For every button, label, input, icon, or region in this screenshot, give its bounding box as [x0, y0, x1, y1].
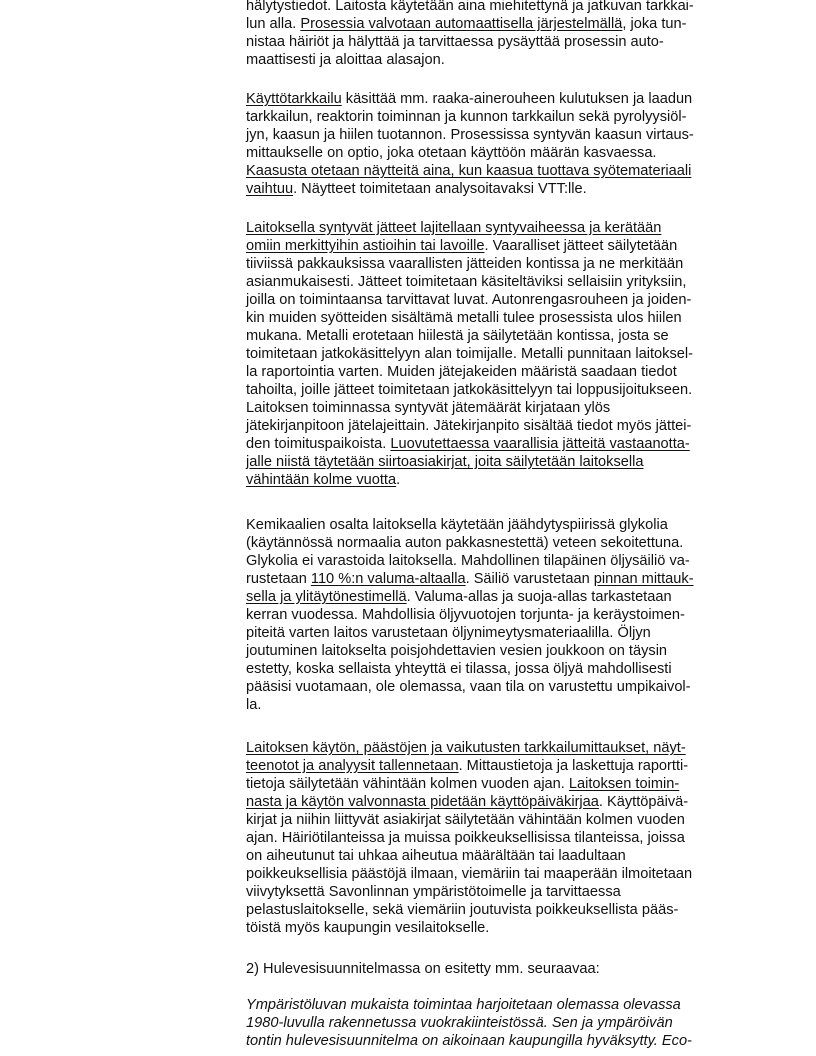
text-line [246, 162, 746, 180]
paragraph-waste [246, 219, 746, 489]
text-run: . Vaaralliset jätteet säilytetään [484, 238, 678, 254]
text-run: den toimituspaikoista. [246, 436, 391, 452]
text-line [246, 180, 746, 198]
text-run: . Säiliö varustetaan [465, 571, 594, 587]
text-line [246, 273, 746, 291]
text-run: piteitä varten laitos varustetaan öljynimeytysmateriaalilla. Öljyn [246, 625, 651, 641]
underlined-text: pinnan mittauk- [593, 571, 694, 587]
text-run: toimitetaan jatkokäsittelyyn alan toimijalle. Metalli punnitaan laitoksel- [246, 346, 693, 362]
text-line [246, 309, 746, 327]
text-run: Glykolia ei varastoida laitoksella. Mahdollinen tilapäinen öljysäiliö va- [246, 553, 690, 569]
underlined-text: sella ja ylitäytönestimellä [246, 589, 407, 605]
text-line [246, 108, 746, 126]
text-run: mittaukselle on optio, joka otetaan käyttöön määrän kasvaessa. [246, 145, 657, 161]
underlined-text: nasta ja käytön valvonnasta pidetään käyttöpäiväkirjaa [246, 794, 599, 810]
text-line [246, 453, 746, 471]
text-run: kerran vuodessa. Mahdollisia öljyvuotojen torjunta- ja keräystoimen- [246, 607, 685, 623]
text-run: kin muiden syötteiden sisältämä metalli tulee prosessista ulos hiilen [246, 310, 682, 326]
text-line [246, 33, 746, 51]
paragraph-operation-monitoring [246, 90, 746, 198]
text-run: joilla on toimintaansa tarvittavat luvat. Autonrengasrouheen ja joiden- [246, 292, 692, 308]
text-run: . Näytteet toimitetaan analysoitavaksi VTT:lle. [293, 181, 587, 197]
text-line [246, 775, 746, 793]
text-line [246, 642, 746, 660]
underlined-text: vaihtuu [246, 181, 294, 197]
text-line [246, 0, 746, 15]
underlined-text: Luovutettaessa vaarallisia jätteitä vastaanotta- [390, 436, 690, 452]
text-line [246, 126, 746, 144]
text-line [246, 739, 746, 757]
text-line [246, 90, 746, 108]
text-run: 1980-luvulla rakennetussa vuokrakiinteistössä. Sen ja ympäröivän [246, 1015, 673, 1031]
text-line [246, 1014, 746, 1032]
text-run: mukana. Metalli erotetaan hiilestä ja säilytetään kontissa, josta se [246, 328, 669, 344]
text-run: hälytystiedot. Laitosta käytetään aina miehitettynä ja jatkuvan tarkkai- [246, 0, 694, 14]
text-run: la. [246, 697, 262, 713]
text-run: Laitoksen toiminnassa syntyvät jätemäärät kirjataan ylös [246, 400, 611, 416]
text-line [246, 757, 746, 775]
text-line [246, 417, 746, 435]
text-line [246, 606, 746, 624]
text-run: on aiheutunut tai uhkaa aiheutua määrältään tai laadultaan [246, 848, 626, 864]
text-line [246, 255, 746, 273]
text-run: 2) Hulevesisuunnitelmassa on esitetty mm. seuraavaa: [246, 961, 600, 977]
underlined-text: jalle niistä täytetään siirtoasiakirjat, joita säilytetään laitoksella [246, 454, 644, 470]
text-run: ajan. Häiriötilanteissa ja muissa poikkeuksellisissa tilanteissa, joissa [246, 830, 685, 846]
text-run: tiiviissä pakkauksissa vaarallisten jätteiden kontissa ja ne merkitään [246, 256, 684, 272]
text-run: , joka tun- [622, 16, 687, 32]
text-run: la raportointia varten. Muiden jätejakeiden määristä saadaan tiedot [246, 364, 677, 380]
text-run: käsittää mm. raaka-ainerouheen kulutuksen ja laadun [341, 91, 693, 107]
text-run: rustetaan [246, 571, 311, 587]
underlined-text: 110 %:n valuma-altaalla [310, 571, 466, 587]
underlined-text: Käyttötarkkailu [246, 91, 342, 107]
text-run: Kemikaalien osalta laitoksella käytetään jäähdytyspiirissä glykolia [246, 517, 668, 533]
text-line [246, 291, 746, 309]
text-run: tarkkailun, reaktorin toiminnan ja kunnon tarkkailun sekä pyrolyysiöl- [246, 109, 687, 125]
text-run: asianmukaisesti. Jätteet toimitetaan käsiteltäviksi sellaisiin yrityksiin, [246, 274, 687, 290]
text-run: Ympäristöluvan mukaista toimintaa harjoitetaan olemassa olevassa [246, 997, 681, 1013]
text-line [246, 960, 746, 978]
text-line [246, 534, 746, 552]
text-line [246, 996, 746, 1014]
text-line [246, 811, 746, 829]
text-line [246, 793, 746, 811]
text-line [246, 552, 746, 570]
text-line [246, 471, 746, 489]
paragraph-monitoring [246, 0, 746, 69]
text-run: pelastuslaitokselle, sekä viemäriin joutuvista poikkeuksellista pääs- [246, 902, 679, 918]
underlined-text: omiin merkittyihin astioihin tai lavoille [246, 238, 485, 254]
text-run: kirjat ja niihin liittyvät asiakirjat säilytetään vähintään kolmen vuoden [246, 812, 685, 828]
text-line [246, 516, 746, 534]
text-line [246, 570, 746, 588]
text-line [246, 435, 746, 453]
text-run: (käytännössä normaalia auton pakkasnestettä) veteen sekoitettuna. [246, 535, 684, 551]
text-line [246, 237, 746, 255]
text-line [246, 865, 746, 883]
text-run: joutuminen laitokselta poisjohdettavien vesien joukkoon on täysin [246, 643, 668, 659]
text-run: lun alla. [246, 16, 301, 32]
text-run: estetty, koska sellaista yhteyttä ei tilassa, jossa öljyä mahdollisesti [246, 661, 672, 677]
text-line [246, 144, 746, 162]
underlined-text: Prosessia valvotaan automaattisella järjestelmällä [300, 16, 623, 32]
text-line [246, 381, 746, 399]
text-run: pääsisi vuotamaan, ole olemassa, vaan tila on varustettu umpikaivol- [246, 679, 691, 695]
text-run: jyn, kaasun ja hiilen tuotannon. Prosessissa syntyvän kaasun virtaus- [246, 127, 694, 143]
text-run: tontin hulevesisuunnitelma on aikoinaan kaupungilla hyväksytty. Eco- [246, 1033, 692, 1049]
text-run: . Käyttöpäivä- [598, 794, 689, 810]
text-line [246, 624, 746, 642]
text-run: nistaa häiriöt ja hälyttää ja tarvittaessa pysäyttää prosessin auto- [246, 34, 664, 50]
underlined-text: Laitoksen käytön, päästöjen ja vaikutusten tarkkailumittaukset, näyt- [246, 740, 686, 756]
underlined-text: Kaasusta otetaan näytteitä aina, kun kaasua tuottava syötemateriaali [246, 163, 692, 179]
text-line [246, 678, 746, 696]
text-line [246, 327, 746, 345]
text-run: viivytyksettä Savonlinnan ympäristötoimelle ja tarvittaessa [246, 884, 621, 900]
text-line [246, 829, 746, 847]
paragraph-chemicals [246, 516, 746, 714]
text-run: poikkeuksellisia päästöjä ilmaan, viemäriin tai maaperään ilmoitetaan [246, 866, 693, 882]
text-line [246, 363, 746, 381]
text-line [246, 399, 746, 417]
text-line [246, 1032, 746, 1050]
text-line [246, 660, 746, 678]
underlined-text: Laitoksella syntyvät jätteet lajitellaan syntyvaiheessa ja kerätään [246, 220, 662, 236]
underlined-text: Laitoksen toimin- [568, 776, 680, 792]
text-line [246, 219, 746, 237]
text-run: . Mittaustietoja ja laskettuja raportti- [458, 758, 689, 774]
text-run: töistä myös kaupungin vesilaitokselle. [246, 920, 490, 936]
text-line [246, 51, 746, 69]
text-line [246, 345, 746, 363]
text-run: jätekirjanpitoon jätelajeittain. Jätekirjanpito sisältää tiedot myös jättei- [246, 418, 692, 434]
text-line [246, 847, 746, 865]
text-line [246, 696, 746, 714]
paragraph-records [246, 739, 746, 937]
text-run: tietoja säilytetään vähintään kolmen vuoden ajan. [246, 776, 569, 792]
text-run: . [396, 472, 401, 488]
paragraph-stormwater-heading [246, 960, 746, 978]
text-line [246, 919, 746, 937]
text-line [246, 901, 746, 919]
text-run: tahoilta, joille jätteet toimitetaan jatkokäsittelyyn tai loppusijoitukseen. [246, 382, 693, 398]
text-line [246, 588, 746, 606]
paragraph-stormwater-quote [246, 996, 746, 1050]
underlined-text: teenotot ja analyysit tallennetaan [246, 758, 459, 774]
text-run: . Valuma-allas ja suoja-allas tarkastetaan [406, 589, 672, 605]
text-line [246, 883, 746, 901]
text-line [246, 15, 746, 33]
underlined-text: vähintään kolme vuotta [246, 472, 397, 488]
text-run: maattisesti ja aloittaa alasajon. [246, 52, 445, 68]
